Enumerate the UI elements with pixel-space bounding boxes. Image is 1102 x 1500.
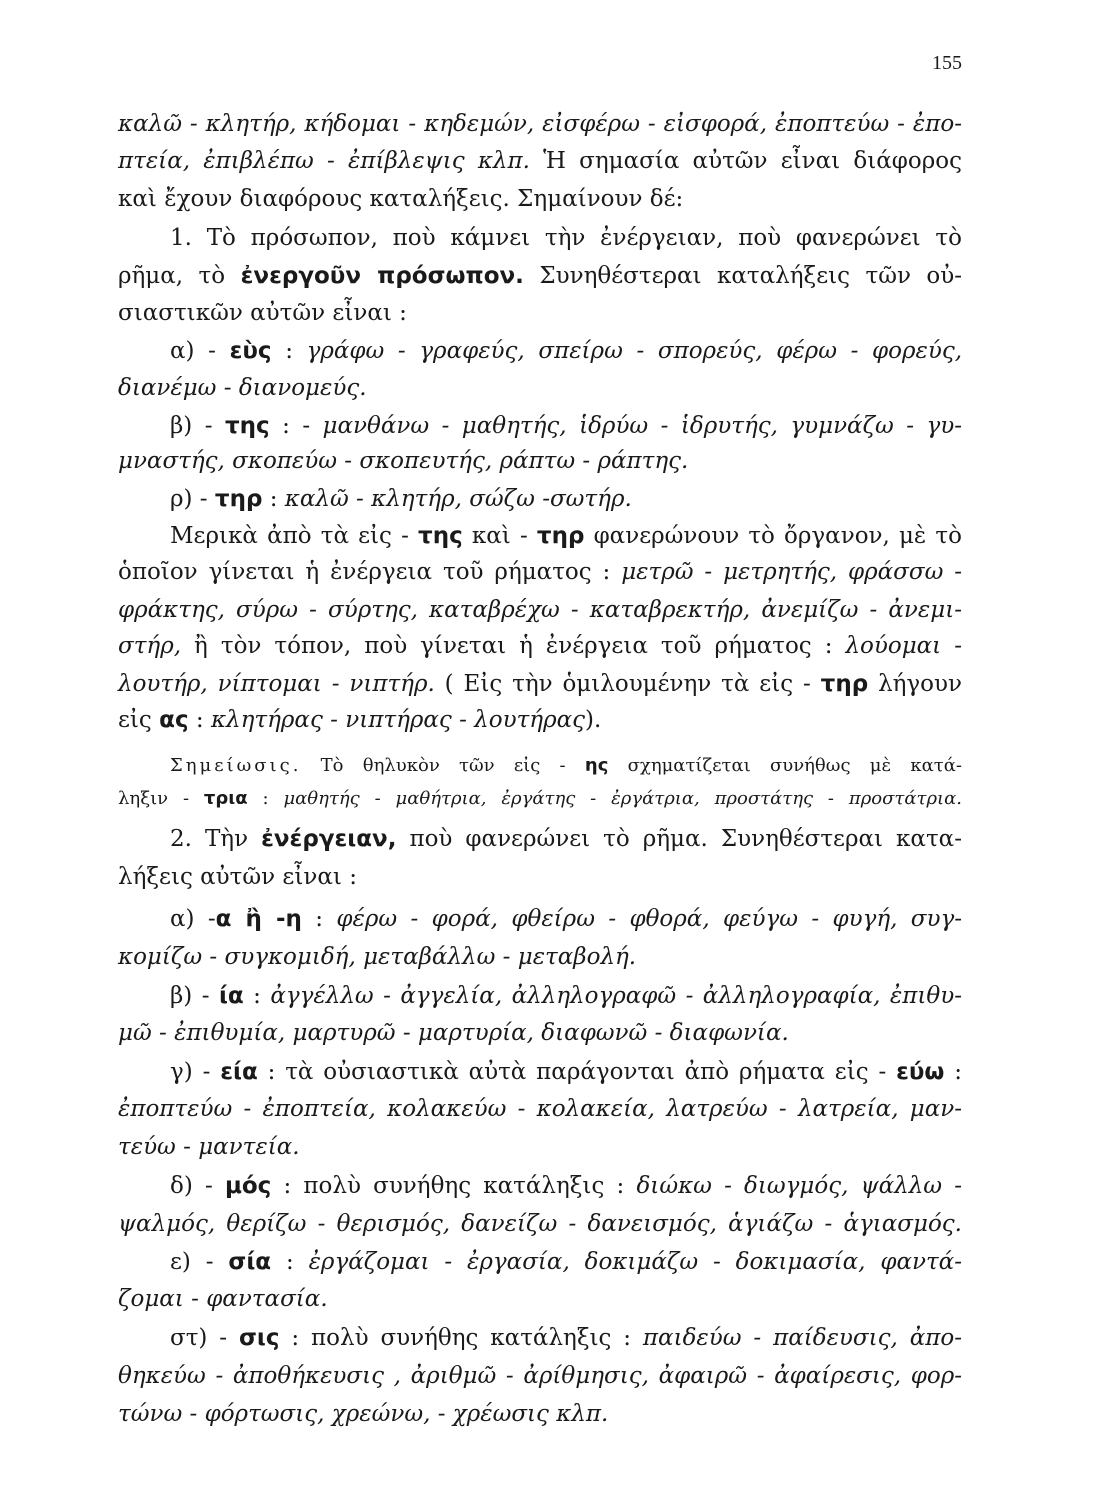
text-run: σις [238,1325,280,1351]
text-line [118,668,962,701]
text-run: της [224,413,270,439]
text-line [170,222,962,255]
text-line [118,704,962,737]
text-run: τηρ [820,671,869,697]
text-run: τηρ [536,523,585,549]
text-run: ης [584,755,609,776]
text-run: λήξεις αὐτῶν εἶναι : [118,864,357,890]
text-run: ζομαι - φαντασία. [118,1286,328,1312]
text-line [170,1170,962,1203]
text-run: δ) - [170,1173,225,1199]
text-line [170,1322,962,1355]
text-line [118,260,962,293]
text-run: : [243,983,271,1009]
text-run: : [944,1059,962,1085]
text-run: πτεία, ἐπιβλέπω - ἐπίβλεψις κλπ. [118,148,530,174]
text-line [170,903,962,936]
text-line [170,823,962,856]
text-run: φέρω - φορά, φθείρω - φθορά, φεύγω - φυγή, συγ- [336,906,962,932]
text-run: ἐργάζομαι - ἐργασία, δοκιμάζω - δοκιμασία, φαντά- [308,1249,962,1275]
text-run: ρῆμα, τὸ [118,263,241,289]
text-line [170,335,962,368]
text-line [170,748,962,782]
text-run: εἰς [118,707,160,733]
text-run: κομίζω - συγκομιδή, μεταβάλλω - μεταβολή. [118,944,637,970]
text-run: τηρ [214,486,263,512]
text-line [118,1283,962,1316]
text-line [170,483,962,516]
text-run: γ) - [170,1059,221,1085]
text-run: σιαστικῶν αὐτῶν εἶναι : [118,300,407,326]
page-number: 155 [932,52,962,74]
text-line [118,781,962,815]
text-run: ). [585,707,602,733]
text-run: θηκεύω - ἀποθήκευσις , ἀριθμῶ - ἀρίθμησις, ἀφαιρῶ - ἀφαίρεσις, φορ- [118,1363,962,1389]
text-run: ε) - [170,1249,229,1275]
text-run: λήγουν [868,671,962,697]
text-run: : [271,1249,309,1275]
text-run: : [188,707,211,733]
text-run: ληξιν - [118,788,204,809]
text-line [118,108,962,141]
text-run: κλητήρας - νιπτήρας - λουτήρας [210,707,586,733]
text-run: 1. Τὸ πρόσωπον, ποὺ κάμνει τὴν ἐνέργειαν, ποὺ φανερώνει τὸ [170,225,962,251]
text-run: : [262,486,285,512]
text-run: διώκω - διωγμός, ψάλλω - [636,1173,962,1199]
text-run: τώνω - φόρτωσις, χρεώνω, - χρέωσις κλπ. [118,1401,609,1427]
text-run: ὁποῖον γίνεται ἡ ἐνέργεια τοῦ ρήματος : [118,559,622,585]
text-run: ψαλμός, θερίζω - θερισμός, δανείζω - δανεισμός, ἁγιάζω - ἁγιασμός. [118,1211,962,1237]
text-run: ἐνεργοῦν πρόσωπον. [240,263,524,289]
text-run: σχηματίζεται συνήθως μὲ κατά- [608,755,962,776]
text-line [118,556,962,589]
text-line [118,297,962,330]
text-line [118,1360,962,1393]
text-run: ἐποπτεύω - ἐποπτεία, κολακεύω - κολακεία, λατρεύω - λατρεία, μαν- [118,1096,962,1122]
text-run: καλῶ - κλητήρ, σώζω -σωτήρ. [284,486,632,512]
text-run: ἀγγέλλω - ἀγγελία, ἀλληλογραφῶ - ἀλληλογραφία, ἐπιθυ- [270,983,962,1009]
text-run: λούομαι - [845,633,962,659]
text-run: διανέμω - διανομεύς. [118,375,367,401]
text-run: Ἡ σημασία αὐτῶν εἶναι διάφορος [529,148,963,174]
text-run: τεύω - μαντεία. [118,1134,300,1160]
text-run: ποὺ φανερώνει τὸ ρῆμα. Συνηθέστεραι κατα- [396,826,962,852]
text-line [118,372,962,405]
text-line [170,410,962,443]
text-run: καὶ - [462,523,537,549]
text-line [118,861,962,894]
text-run: μῶ - ἐπιθυμία, μαρτυρῶ - μαρτυρία, διαφωνῶ - διαφωνία. [118,1020,789,1046]
text-line [170,980,962,1013]
text-line [118,1131,962,1164]
text-run: α) - [170,338,230,364]
text-run: στήρ, [118,633,182,659]
text-run: ἢ τὸν τόπον, ποὺ γίνεται ἡ ἐνέργεια τοῦ ρήματος : [181,633,846,659]
text-line [170,520,962,553]
text-line [118,183,962,216]
text-run: στ) - [170,1325,239,1351]
text-line [170,1056,962,1089]
text-run: : [301,906,337,932]
text-run: ἐνέργειαν, [261,826,397,852]
text-run: : πολὺ συνήθης κατάληξις : [271,1173,637,1199]
text-line [118,941,962,974]
text-run: ( Εἰς τὴν ὁμιλουμένην τὰ εἰς - [434,671,821,697]
text-run: σία [228,1249,272,1275]
text-run: φράκτης, σύρω - σύρτης, καταβρέχω - καταβρεκτήρ, ἀνεμίζω - ἀνεμι- [118,597,962,623]
text-run: ρ) - [170,486,215,512]
text-run: : [247,788,284,809]
text-run: καὶ ἔχουν διαφόρους καταλήξεις. Σημαίνουν δέ: [118,186,684,212]
text-run: α) - [170,906,216,932]
text-line [170,1246,962,1279]
text-line [118,1017,962,1050]
text-run: Μερικὰ ἀπὸ τὰ εἰς - [170,523,419,549]
text-line [118,145,962,178]
text-line [118,1093,962,1126]
text-run: εύω [896,1059,945,1085]
text-run: β) - [170,413,225,439]
text-run: : τὰ οὐσιαστικὰ αὐτὰ παράγονται ἀπὸ ρήματα εἰς - [257,1059,897,1085]
text-run: β) - [170,983,219,1009]
text-run: μανθάνω - μαθητής, ἱδρύω - ἱδρυτής, γυμνάζω - γυ- [322,413,962,439]
text-run: ία [218,983,244,1009]
text-run: εὺς [229,338,272,364]
text-line [118,445,962,478]
text-run: ας [159,707,189,733]
text-run: μναστής, σκοπεύω - σκοπευτής, ράπτω - ράπτης. [118,448,689,474]
text-run: : πολὺ συνήθης κατάληξις : [279,1325,643,1351]
text-line [118,1398,962,1431]
text-run: Συνηθέστεραι καταλήξεις τῶν οὐ- [523,263,962,289]
text-run: 2. Τὴν [170,826,262,852]
text-run: Σημείωσις. [170,755,302,776]
text-run: μός [224,1173,272,1199]
text-run: γράφω - γραφεύς, σπείρω - σπορεύς, φέρω - φορεύς, [306,338,963,364]
text-run: λουτήρ, νίπτομαι - νιπτήρ. [118,671,435,697]
text-run: καλῶ - κλητήρ, κήδομαι - κηδεμών, εἰσφέρω - εἰσφορά, ἐποπτεύω - ἐπο- [118,111,962,137]
text-run: παιδεύω - παίδευσις, ἀπο- [642,1325,962,1351]
text-run: εία [220,1059,258,1085]
text-line [118,594,962,627]
text-run: : - [269,413,323,439]
text-line [118,630,962,663]
text-run: μετρῶ - μετρητής, φράσσω - [621,559,962,585]
text-line [118,1208,962,1241]
text-run: α ἢ -η [215,906,302,932]
text-run: μαθητής - μαθήτρια, ἐργάτης - ἐργάτρια, προστάτης - προστάτρια. [283,788,962,809]
text-run: : [271,338,307,364]
text-run: Τὸ θηλυκὸν τῶν εἰς - [301,755,585,776]
text-run: της [418,523,463,549]
text-run: φανερώνουν τὸ ὄργανον, μὲ τὸ [584,523,962,549]
text-run: τρια [203,788,248,809]
